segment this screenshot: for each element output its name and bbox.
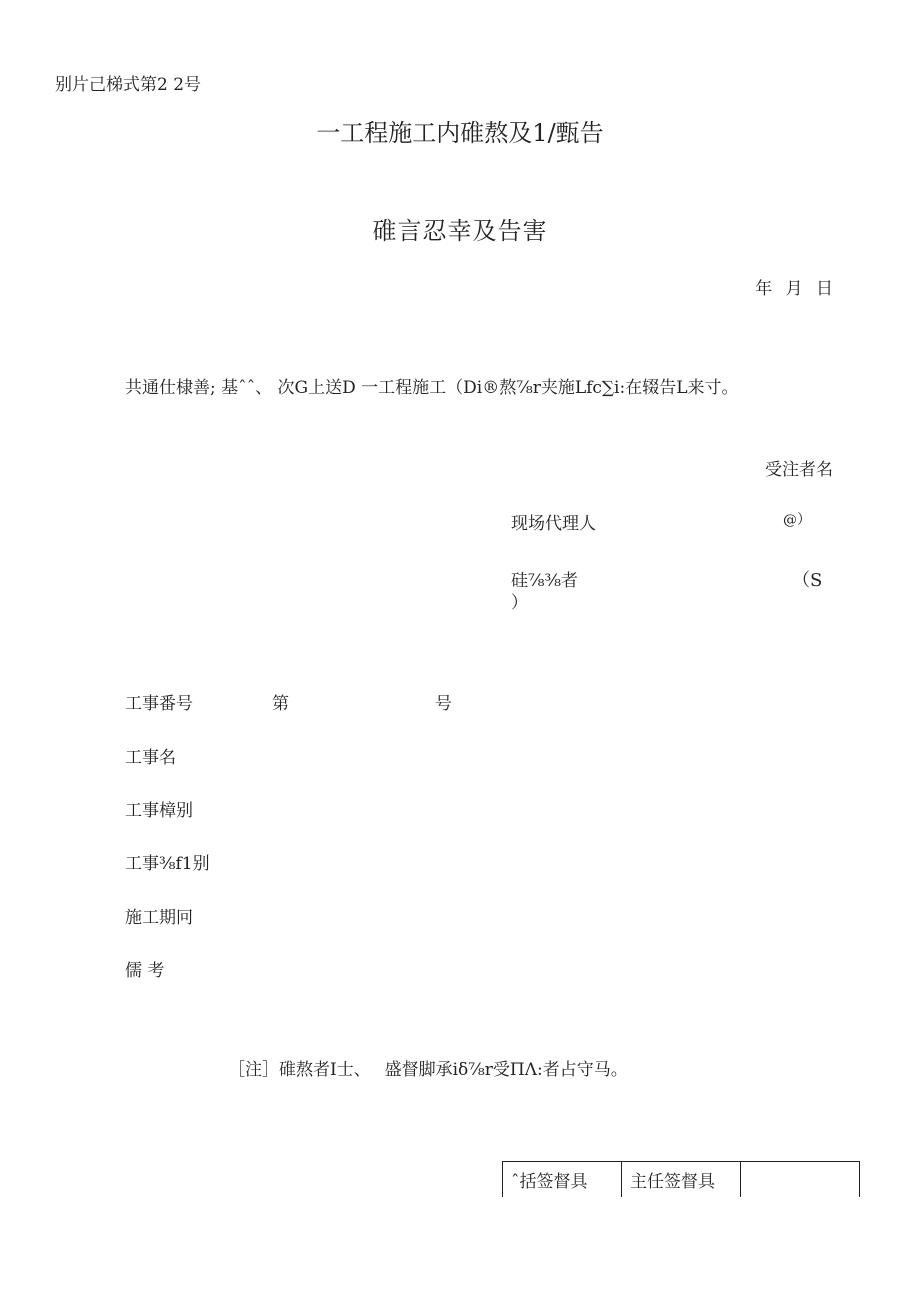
inspector-seal: （S xyxy=(792,570,823,591)
general-supervisor-cell: ˆ括签督具 xyxy=(503,1162,622,1198)
work-category-label: 工事⅜f1别 xyxy=(125,854,210,874)
blank-stamp-cell xyxy=(741,1162,860,1198)
work-period-label: 施工期冋 xyxy=(125,908,193,928)
work-number-suffix: 号 xyxy=(435,694,452,714)
recipient-name-label: 受注者名 xyxy=(765,460,833,480)
site-agent-label: 现场代理人 xyxy=(511,514,596,534)
chief-supervisor-cell: 主任签督具 xyxy=(622,1162,741,1198)
body-text: 共通仕棣善; 基ˆˆ、 次G上送D 一工程施工（Di®熬⅞r夹施Lfc∑i:在辍告L来寸。 xyxy=(125,378,739,398)
inspector-seal-close: ） xyxy=(511,593,528,613)
work-number-label: 工事番号 xyxy=(125,694,193,714)
document-title: 碓言忍幸及告害 xyxy=(372,217,548,245)
work-number-prefix: 第 xyxy=(272,694,289,714)
form-number: 别片己梯式第2 2号 xyxy=(55,75,202,95)
work-name-label: 工事名 xyxy=(125,748,176,768)
date-line: 年 月 日 xyxy=(755,279,833,299)
document-header: 一工程施工内碓熬及1/甄告 xyxy=(316,119,604,147)
approval-stamp-table xyxy=(502,1161,860,1197)
note-text: ［注］碓熬者I士、 盛督脚承iδ⅞r受ΠΛ:者占守马。 xyxy=(228,1060,628,1080)
remarks-label: 儒 考 xyxy=(125,961,165,981)
inspector-label: 硅⅞⅜者 xyxy=(511,571,578,591)
work-type-label: 工事樟别 xyxy=(125,801,193,821)
site-agent-seal: @） xyxy=(783,512,811,528)
